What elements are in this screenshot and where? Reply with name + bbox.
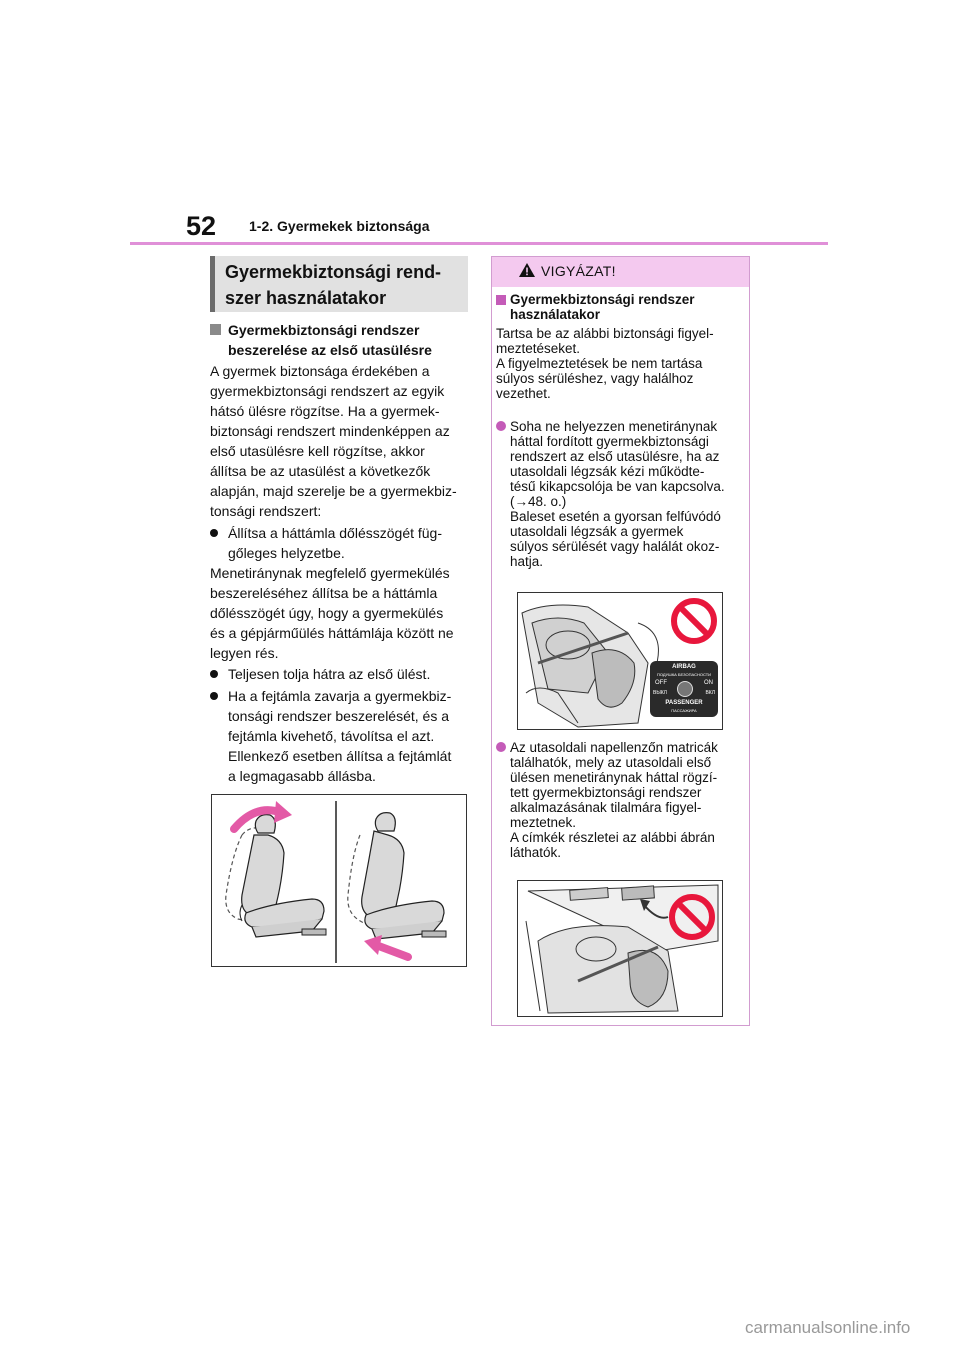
switch-on-text: ON: [704, 680, 713, 686]
prohibition-icon: [668, 893, 716, 941]
text-line: A figyelmeztetések be nem tartása: [496, 356, 703, 371]
caution-title: VIGYÁZAT!: [541, 263, 616, 279]
text-line: utasoldali légzsák kézi működte-: [510, 464, 705, 479]
section-heading-line1: Gyermekbiztonsági rend-: [225, 262, 442, 282]
bullet-item: [210, 523, 472, 563]
text-line: A címkék részletei az alábbi ábrán: [510, 830, 715, 845]
text-line: alapján, majd szerelje be a gyermekbiz-: [210, 483, 457, 499]
text-line: hátsó ülésre rögzítse. Ha a gyermek-: [210, 403, 440, 419]
text-line: háttal fordított gyermekbiztonsági: [510, 434, 709, 449]
switch-off-text: OFF: [655, 680, 667, 686]
text-line: Ellenkező esetben állítsa a fejtámlát: [228, 748, 452, 764]
text-line: Állítsa a háttámla dőlésszögét füg-: [228, 525, 443, 541]
text-line: súlyos sérüléshez, vagy halálhoz: [496, 371, 694, 386]
text-line: találhatók, mely az utasoldali első: [510, 755, 712, 770]
text-line: vezethet.: [496, 386, 551, 401]
airbag-switch-illustration: [517, 592, 723, 730]
section-heading: [210, 256, 468, 312]
text-line: tésű kikapcsolója be van kapcsolva.: [510, 479, 725, 494]
seat-adjustment-illustration: [211, 794, 467, 967]
text-line: alkalmazásának tilalmára figyel-: [510, 800, 702, 815]
square-bullet-icon: [496, 295, 506, 305]
text-line: állítsa be az utasülést a következők: [210, 463, 431, 479]
text-line: hatja.: [510, 554, 544, 569]
section-heading-line2: szer használatakor: [225, 288, 387, 308]
seat-left-icon: [226, 801, 326, 937]
text-line: első utasülésre kell rögzítse, akkor: [210, 443, 425, 459]
text-line: tonsági rendszer beszerelését, és a: [228, 708, 450, 724]
text-line: biztonsági rendszert mindenképpen az: [210, 423, 450, 439]
text-line: Soha ne helyezzen menetiránynak: [510, 419, 718, 434]
watermark: carmanualsonline.info: [745, 1318, 911, 1337]
caution-intro: [496, 326, 746, 401]
text-line: (→48. o.): [510, 494, 567, 509]
text-line: Teljesen tolja hátra az első ülést.: [228, 666, 431, 682]
bullet-dot-icon: [210, 692, 218, 700]
text-line: utasoldali légzsák a gyermek: [510, 524, 684, 539]
airbag-switch-label: [650, 661, 718, 717]
text-line: láthatók.: [510, 845, 562, 860]
text-line: gőleges helyzetbe.: [228, 545, 345, 561]
switch-text: PASSENGER: [665, 700, 703, 706]
caution-bullet: [496, 419, 746, 569]
text-line: tonsági rendszert:: [210, 503, 322, 519]
bullet-dot-icon: [210, 670, 218, 678]
text-line: gyermekbiztonsági rendszert az egyik: [210, 383, 445, 399]
text-line: ülésen menetiránynak háttal rögzí-: [510, 770, 718, 785]
text-line: Gyermekbiztonsági rendszer: [510, 292, 695, 307]
text-line: tett gyermekbiztonsági rendszer: [510, 785, 702, 800]
bullet-dot-icon: [210, 529, 218, 537]
subheading: [210, 320, 470, 360]
switch-text: ВКЛ: [705, 690, 715, 696]
switch-text: ПОДУШКА БЕЗОПАСНОСТИ: [656, 672, 712, 677]
subheading-line2: beszerelése az első utasülésre: [228, 342, 432, 358]
page-number: 52: [186, 211, 217, 241]
text-line: használatakor: [510, 307, 601, 322]
text-line: legyen rés.: [210, 645, 279, 661]
text-line: és a gépjárműülés háttámlája között ne: [210, 625, 454, 641]
switch-text: ВЫКЛ: [653, 690, 667, 696]
text-line: Tartsa be az alábbi biztonsági figyel-: [496, 326, 714, 341]
text-line: a legmagasabb állásba.: [228, 768, 376, 784]
section-title: 1-2. Gyermekek biztonsága: [249, 218, 430, 234]
seat-drawing: [212, 795, 466, 966]
sun-visor-label-illustration: [517, 880, 723, 1017]
warning-triangle-icon: [518, 262, 536, 283]
text-line: Ha a fejtámla zavarja a gyermekbiz-: [228, 688, 452, 704]
paragraph-intro: [210, 361, 472, 521]
text-line: Baleset esetén a gyorsan felfúvódó: [510, 509, 721, 524]
paragraph-rearward: [210, 563, 472, 663]
square-bullet-icon: [210, 324, 221, 335]
caution-bullet: [496, 740, 746, 860]
text-line: meztetnek.: [510, 815, 577, 830]
text-line: fejtámla kivehető, távolítsa el azt.: [228, 728, 435, 744]
text-line: Menetiránynak megfelelő gyermekülés: [210, 565, 450, 581]
text-line: dőlésszögét úgy, hogy a gyermekülés: [210, 605, 444, 621]
bullet-item: [210, 664, 472, 684]
text-line: beszereléséhez állítsa be a háttámla: [210, 585, 438, 601]
text-line: súlyos sérülését vagy halálát okoz-: [510, 539, 720, 554]
subheading-line1: Gyermekbiztonsági rendszer: [228, 322, 420, 338]
switch-key-icon: [677, 681, 693, 697]
bullet-dot-icon: [496, 742, 506, 752]
seat-right-icon: [348, 813, 446, 957]
text-line: A gyermek biztonsága érdekében a: [210, 363, 430, 379]
caution-subheading: [496, 292, 746, 322]
switch-text: ПАССАЖИРА: [671, 708, 697, 713]
text-line: meztetéseket.: [496, 341, 581, 356]
switch-text: AIRBAG: [672, 664, 696, 670]
header-rule: [130, 242, 828, 245]
text-line: rendszert az első utasülésre, ha az: [510, 449, 720, 464]
bullet-dot-icon: [496, 421, 506, 431]
prohibition-icon: [670, 597, 718, 645]
text-line: Az utasoldali napellenzőn matricák: [510, 740, 718, 755]
bullet-item: [210, 686, 472, 786]
